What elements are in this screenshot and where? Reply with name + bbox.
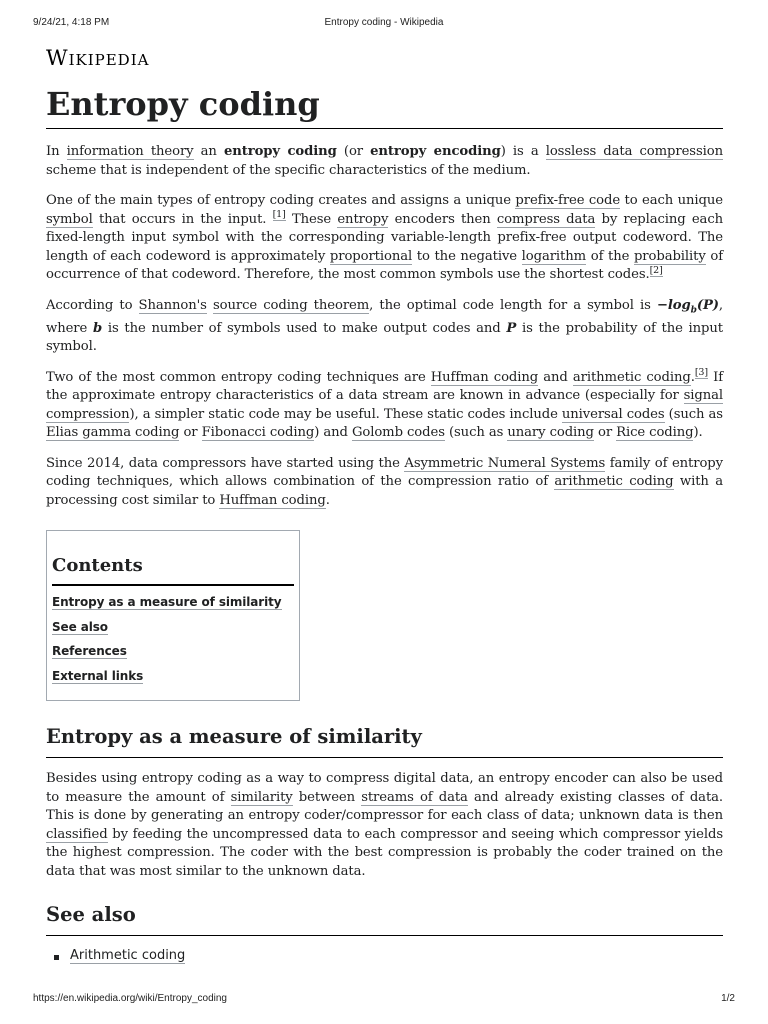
- link-entropy[interactable]: entropy: [337, 211, 389, 227]
- link-huffman-coding[interactable]: Huffman coding: [430, 369, 539, 385]
- intro-paragraph-3: According to Shannon's source coding theorem, the optimal code length for a symbol is $-\log_b(P)$, where b is the number of symbols used to make output codes and P is the probability of the input symbol.: [46, 297, 724, 355]
- print-footer: [33, 993, 735, 1009]
- print-header: [33, 17, 735, 33]
- math-b: b: [92, 320, 103, 336]
- print-page-title: Entropy coding - Wikipedia: [324, 17, 444, 28]
- link-asymmetric-numeral-systems[interactable]: Asymmetric Numeral Systems: [404, 455, 606, 471]
- toc-list: [52, 590, 294, 688]
- section-heading-see-also: See also: [46, 901, 723, 936]
- math-p: P: [506, 320, 517, 336]
- link-shannon[interactable]: Shannon's: [138, 297, 207, 313]
- link-elias-gamma-coding[interactable]: Elias gamma coding: [46, 425, 180, 441]
- link-universal-codes[interactable]: universal codes: [561, 406, 665, 422]
- toc-title: Contents: [52, 553, 294, 586]
- link-streams-of-data[interactable]: streams of data: [361, 789, 468, 805]
- toc-item-see-also[interactable]: See also: [52, 619, 108, 634]
- link-information-theory[interactable]: information theory: [66, 144, 194, 159]
- citation-2[interactable]: [2]: [649, 264, 663, 276]
- citation-3[interactable]: [3]: [694, 367, 708, 379]
- math-formula: $-\log_b(P)$: [656, 297, 719, 316]
- link-classified[interactable]: classified: [46, 826, 108, 842]
- print-datetime: 9/24/21, 4:18 PM: [33, 17, 110, 28]
- intro-paragraph-5: Since 2014, data compressors have started using the Asymmetric Numeral Systems family of entropy coding techniques, which allows combination of the compression ratio of arithmetic coding with a processing cost similar to Huffman coding.: [46, 455, 723, 508]
- link-unary-coding[interactable]: unary coding: [507, 425, 594, 441]
- link-see-also-arithmetic-coding[interactable]: Arithmetic coding: [70, 948, 186, 964]
- link-arithmetic-coding[interactable]: arithmetic coding: [572, 369, 691, 385]
- link-probability[interactable]: probability: [633, 248, 706, 264]
- link-compress-data[interactable]: compress data: [496, 211, 596, 227]
- link-arithmetic-coding-2[interactable]: arithmetic coding: [554, 474, 674, 490]
- see-also-list: [46, 946, 723, 966]
- intro-paragraph-2: One of the main types of entropy coding creates and assigns a unique prefix-free code to each unique symbol that occurs in the input. [1] These entropy encoders then compress data by replacing each fixed-length input symbol with the corresponding variable-length prefix-free output codeword. The length of each codeword is approximately proportional to the negative logarithm of the probability of occurrence of that codeword. Therefore, the most common symbols use the shortest codes.[2]: [46, 193, 724, 282]
- toc-item-entropy-as-a-measure[interactable]: Entropy as a measure of similarity: [52, 595, 282, 610]
- list-item[interactable]: [54, 946, 723, 966]
- intro-paragraph-1: In information theory an entropy coding (or entropy encoding) is a lossless data compression scheme that is independent of the specific characteristics of the medium.: [46, 144, 723, 178]
- toc-item-external-links[interactable]: External links: [52, 668, 144, 683]
- section-heading-similarity: Entropy as a measure of similarity: [46, 723, 723, 758]
- print-url: https://en.wikipedia.org/wiki/Entropy_coding: [33, 993, 227, 1004]
- link-signal-compression[interactable]: signal compression: [46, 388, 723, 422]
- print-page-number: 1/2: [721, 993, 735, 1004]
- toc-item-references[interactable]: References: [52, 644, 127, 659]
- link-golomb-codes[interactable]: Golomb codes: [351, 425, 445, 441]
- similarity-paragraph: Besides using entropy coding as a way to compress digital data, an entropy encoder can also be used to measure the amount of similarity between streams of data and already existing classes of data. This is done by generating an entropy coder/compressor for each class of data; unknown data is then classified by feeding the uncompressed data to each compressor and seeing which compressor yields the highest compression. The coder with the best compression is probably the coder trained on the data that was most similar to the unknown data.: [46, 771, 723, 879]
- link-prefix-free-code[interactable]: prefix-free code: [515, 193, 621, 208]
- link-source-coding-theorem[interactable]: source coding theorem: [213, 297, 370, 313]
- table-of-contents: [46, 530, 300, 701]
- citation-1[interactable]: [1]: [272, 209, 286, 221]
- link-huffman-coding-2[interactable]: Huffman coding: [219, 492, 326, 508]
- page-title: Entropy coding: [46, 84, 723, 129]
- wikipedia-wordmark[interactable]: Wikipedia: [46, 46, 150, 70]
- link-rice-coding[interactable]: Rice coding: [616, 425, 694, 441]
- link-lossless-data-compression[interactable]: lossless data compression: [545, 144, 723, 159]
- intro-paragraph-4: Two of the most common entropy coding techniques are Huffman coding and arithmetic coding.[3] If the approximate entropy characteristics of a data stream are known in advance (especially for signal compression), a simpler static code may be useful. These static codes include universal codes (such as Elias gamma coding or Fibonacci coding) and Golomb codes (such as unary coding or Rice coding).: [46, 367, 723, 441]
- link-symbol[interactable]: symbol: [46, 211, 93, 227]
- link-logarithm[interactable]: logarithm: [521, 248, 587, 264]
- link-similarity[interactable]: similarity: [230, 789, 293, 805]
- article-content: [46, 40, 723, 966]
- link-fibonacci-coding[interactable]: Fibonacci coding: [201, 425, 315, 441]
- link-proportional[interactable]: proportional: [329, 248, 413, 264]
